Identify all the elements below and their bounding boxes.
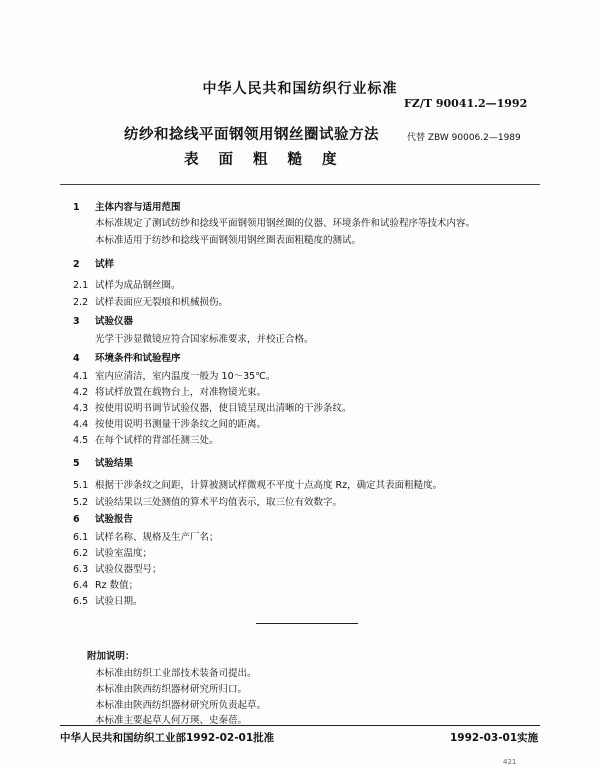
list-item: 2.1 试样为成品钢丝圈。 [73, 280, 181, 291]
section-4-heading: 4 环境条件和试验程序 [73, 353, 181, 364]
section-1-paragraph-1: 本标准规定了测试纺纱和捻线平面钢领用钢丝圈的仪器、环境条件和试验程序等技术内容。 [95, 218, 476, 229]
list-item: 6.5 试验日期。 [73, 596, 143, 607]
section-5-heading: 5 试验结果 [73, 458, 134, 469]
header-divider [60, 184, 540, 185]
section-3-heading: 3 试验仪器 [73, 316, 134, 327]
standard-organization: 中华人民共和国纺织行业标准 [202, 81, 398, 97]
list-item: 6.2 试验室温度； [73, 548, 153, 559]
section-1-heading: 1 主体内容与适用范围 [73, 202, 181, 213]
note-line: 本标准由陕西纺织器材研究所归口。 [95, 684, 248, 695]
note-line: 本标准主要起草人何万瑛、史秦蓓。 [95, 715, 248, 726]
note-line: 本标准由陕西纺织器材研究所负责起草。 [95, 700, 267, 711]
list-item: 5.2 试验结果以三处测值的算术平均值表示，取三位有效数字。 [73, 497, 343, 508]
list-item: 5.1 根据干涉条纹之间距，计算被测试样微观不平度十点高度 Rz，确定其表面粗糙度。 [73, 480, 443, 491]
section-6-heading: 6 试验报告 [73, 514, 134, 525]
list-item: 4.1 室内应清洁，室内温度一般为 10～35℃。 [73, 371, 276, 382]
list-item: 6.3 试验仪器型号； [73, 564, 162, 575]
list-item: 6.1 试样名称、规格及生产厂名； [73, 532, 219, 543]
section-3-paragraph-1: 光学干涉显微镜应符合国家标准要求，并校正合格。 [95, 334, 314, 345]
approval-date: 中华人民共和国纺织工业部1992-02-01批准 [60, 732, 275, 744]
section-end-rule [256, 623, 358, 624]
implementation-date: 1992-03-01实施 [450, 732, 539, 744]
list-item: 4.2 将试样放置在载物台上，对准物镜光束。 [73, 387, 267, 398]
section-1-paragraph-2: 本标准适用于纺纱和捻线平面钢领用钢丝圈表面粗糙度的测试。 [95, 235, 362, 246]
list-item: 4.5 在每个试样的背部任测三处。 [73, 435, 219, 446]
list-item: 6.4 Rz 数值； [73, 580, 139, 591]
document-subtitle: 表面粗糙度 [184, 152, 357, 168]
section-2-heading: 2 试样 [73, 259, 115, 270]
replaces-standard: 代替 ZBW 90006.2—1989 [407, 133, 521, 143]
list-item: 2.2 试样表面应无裂痕和机械损伤。 [73, 297, 229, 308]
list-item: 4.3 按使用说明书调节试验仪器，使目镜呈现出清晰的干涉条纹。 [73, 403, 352, 414]
standard-code: FZ/T 90041.2—1992 [404, 97, 528, 110]
list-item: 4.4 按使用说明书测量干涉条纹之间的距离。 [73, 419, 267, 430]
document-title: 纺纱和捻线平面钢领用钢丝圈试验方法 [124, 127, 379, 143]
note-line: 本标准由纺织工业部技术装备司提出。 [95, 668, 257, 679]
notes-title: 附加说明： [87, 651, 135, 662]
page-number: 421 [503, 758, 517, 766]
footer-divider [60, 725, 540, 726]
